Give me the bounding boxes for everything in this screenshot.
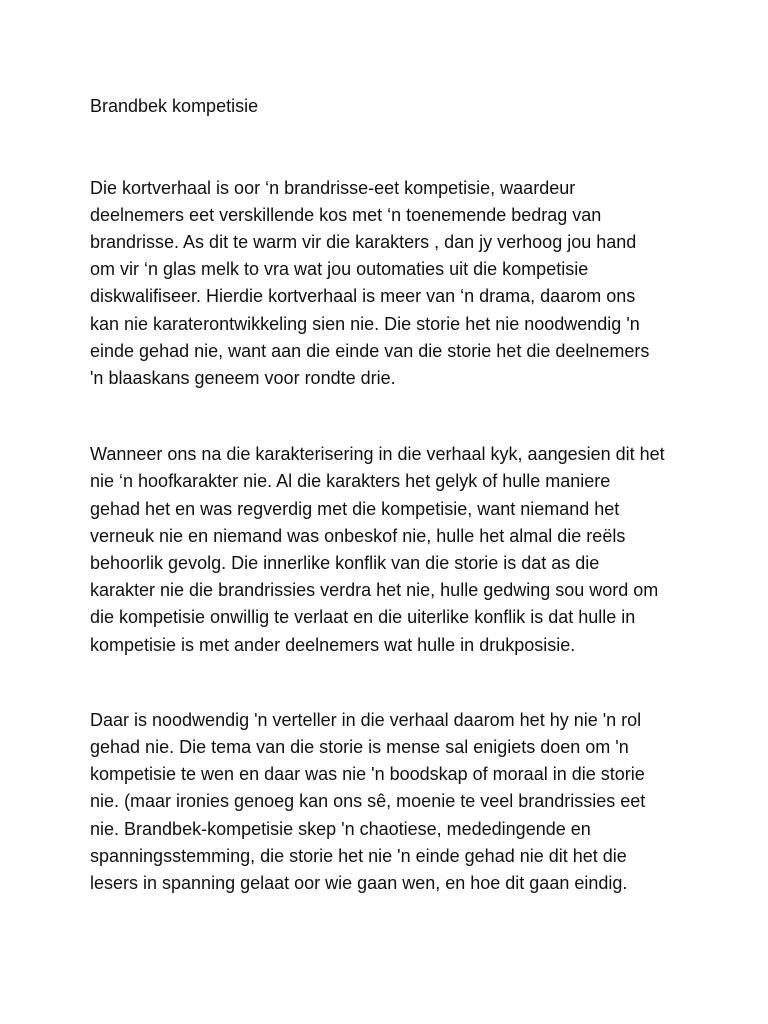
document-body (90, 93, 700, 897)
paragraph-1: Die kortverhaal is oor ‘n brandrisse-eet kompetisie, waardeur deelnemers eet verskillende kos met ‘n toenemende bedrag van brandrisse. As dit te warm vir die karakters , dan jy verhoog jou hand om vir ‘n glas melk to vra wat jou outomaties uit die kompetisie diskwalifiseer. Hierdie kortverhaal is meer van ‘n drama, daarom ons kan nie karaterontwikkeling sien nie. Die storie het nie noodwendig 'n einde gehad nie, want aan die einde van die storie het die deelnemers 'n blaaskans geneem voor rondte drie. (90, 177, 650, 388)
paragraph-3: Daar is noodwendig 'n verteller in die verhaal daarom het hy nie 'n rol gehad nie. Die tema van die storie is mense sal enigiets doen om 'n kompetisie te wen en daar was nie 'n boodskap of moraal in die storie nie. (maar ironies genoeg kan ons sê, moenie te veel brandrissies eet nie. Brandbek-kompetisie skep 'n chaotiese, mededingende en spanningsstemming, die storie het nie 'n einde gehad nie dit het die lesers in spanning gelaat oor wie gaan wen, en hoe dit gaan eindig. (90, 709, 646, 893)
document-title: Brandbek kompetisie (90, 96, 259, 116)
paragraph-2: Wanneer ons na die karakterisering in die verhaal kyk, aangesien dit het nie ‘n hoofkarakter nie. Al die karakters het gelyk of hulle maniere gehad het en was regverdig met die kompetisie, want niemand het verneuk nie en niemand was onbeskof nie, hulle het almal die reëls behoorlik gevolg. Die innerlike konflik van die storie is dat as die karakter nie die brandrissies verdra het nie, hulle gedwing sou word om die kompetisie onwillig te verlaat en die uiterlike konflik is dat hulle in kompetisie is met ander deelnemers wat hulle in drukposisie. (90, 444, 665, 655)
